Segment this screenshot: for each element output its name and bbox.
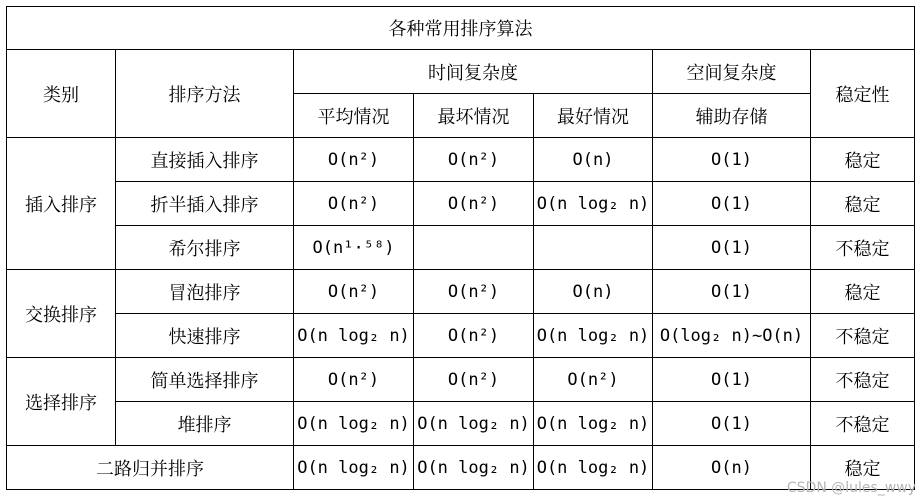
worst-cell: O(n²): [414, 314, 534, 358]
stability-cell: 稳定: [811, 446, 915, 490]
space-cell: O(1): [653, 358, 811, 402]
table-row: [7, 226, 915, 270]
best-cell: O(n log₂ n): [534, 446, 653, 490]
table-row: [7, 358, 915, 402]
space-cell: O(1): [653, 270, 811, 314]
method-cell: 简单选择排序: [116, 358, 294, 402]
group-label: 交换排序: [7, 270, 116, 358]
best-cell: O(n log₂ n): [534, 182, 653, 226]
space-cell: O(1): [653, 182, 811, 226]
worst-cell: [414, 226, 534, 270]
space-cell: O(log₂ n)~O(n): [653, 314, 811, 358]
space-cell: O(1): [653, 402, 811, 446]
best-cell: O(n²): [534, 358, 653, 402]
method-cell: 折半插入排序: [116, 182, 294, 226]
header-category: 类别: [7, 50, 116, 138]
best-cell: O(n): [534, 270, 653, 314]
avg-cell: O(n log₂ n): [294, 446, 414, 490]
method-cell: 快速排序: [116, 314, 294, 358]
header-time-complexity: 时间复杂度: [294, 50, 653, 94]
table-row: [7, 446, 915, 490]
best-cell: [534, 226, 653, 270]
best-cell: O(n): [534, 138, 653, 182]
best-cell: O(n log₂ n): [534, 402, 653, 446]
avg-cell: O(n²): [294, 182, 414, 226]
space-cell: O(1): [653, 138, 811, 182]
method-cell: 二路归并排序: [7, 446, 294, 490]
worst-cell: O(n²): [414, 138, 534, 182]
group-label: 插入排序: [7, 138, 116, 270]
stability-cell: 不稳定: [811, 402, 915, 446]
avg-cell: O(n²): [294, 138, 414, 182]
sorting-algorithms-table: [6, 6, 915, 490]
table-row: [7, 182, 915, 226]
stability-cell: 不稳定: [811, 358, 915, 402]
header-stability: 稳定性: [811, 50, 915, 138]
header-method: 排序方法: [116, 50, 294, 138]
method-cell: 冒泡排序: [116, 270, 294, 314]
space-cell: O(n): [653, 446, 811, 490]
space-cell: O(1): [653, 226, 811, 270]
method-cell: 直接插入排序: [116, 138, 294, 182]
stability-cell: 稳定: [811, 138, 915, 182]
header-auxiliary-storage: 辅助存储: [653, 94, 811, 138]
stability-cell: 不稳定: [811, 314, 915, 358]
avg-cell: O(n²): [294, 358, 414, 402]
header-worst-case: 最坏情况: [414, 94, 534, 138]
worst-cell: O(n²): [414, 358, 534, 402]
watermark: CSDN @lules_wwy: [786, 480, 916, 496]
header-average-case: 平均情况: [294, 94, 414, 138]
table-row: [7, 314, 915, 358]
best-cell: O(n log₂ n): [534, 314, 653, 358]
avg-cell: O(n²): [294, 270, 414, 314]
avg-cell: O(n log₂ n): [294, 314, 414, 358]
worst-cell: O(n log₂ n): [414, 446, 534, 490]
stability-cell: 稳定: [811, 270, 915, 314]
stability-cell: 稳定: [811, 182, 915, 226]
header-best-case: 最好情况: [534, 94, 653, 138]
worst-cell: O(n log₂ n): [414, 402, 534, 446]
avg-cell: O(n¹·⁵⁸): [294, 226, 414, 270]
stability-cell: 不稳定: [811, 226, 915, 270]
table-row: [7, 270, 915, 314]
worst-cell: O(n²): [414, 270, 534, 314]
worst-cell: O(n²): [414, 182, 534, 226]
method-cell: 堆排序: [116, 402, 294, 446]
table-row: [7, 402, 915, 446]
table-title: 各种常用排序算法: [7, 7, 915, 50]
method-cell: 希尔排序: [116, 226, 294, 270]
sorting-table-container: [6, 6, 915, 490]
avg-cell: O(n log₂ n): [294, 402, 414, 446]
group-label: 选择排序: [7, 358, 116, 446]
table-row: [7, 138, 915, 182]
header-space-complexity: 空间复杂度: [653, 50, 811, 94]
